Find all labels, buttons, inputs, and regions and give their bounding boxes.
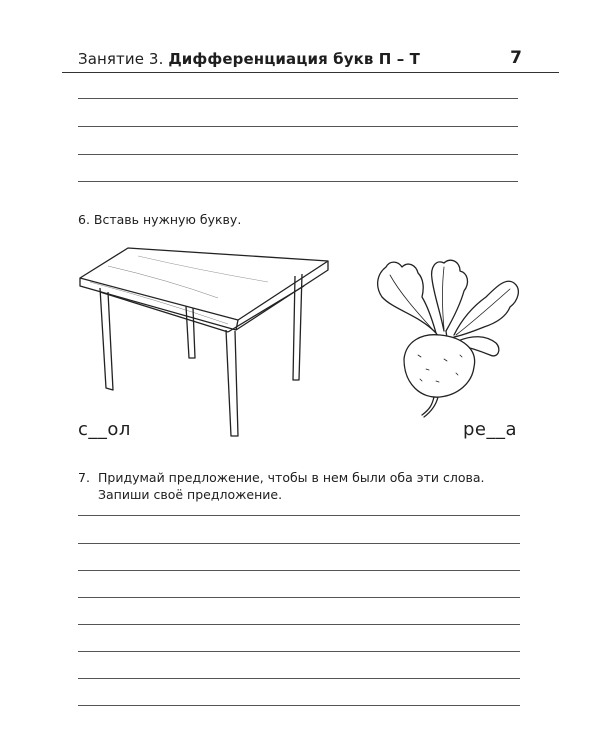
header-title	[78, 50, 420, 68]
writing-line	[78, 705, 520, 706]
lesson-label: Занятие 3.	[78, 50, 164, 68]
page-header	[78, 48, 528, 72]
writing-line	[78, 543, 520, 544]
word-beet-gap: ре__а	[463, 419, 518, 440]
lesson-topic: Дифференциация букв П – Т	[168, 50, 421, 68]
writing-line	[78, 624, 520, 625]
writing-line	[78, 570, 520, 571]
writing-line	[78, 597, 520, 598]
task-7-text: Придумай предложение, чтобы в нем были оба эти слова. Запиши своё предложение.	[98, 470, 485, 502]
table-icon	[78, 240, 338, 440]
header-rule	[62, 72, 559, 73]
writing-line	[78, 98, 518, 99]
writing-line	[78, 181, 518, 182]
word-table-gap: с__ол	[78, 419, 131, 440]
writing-line	[78, 126, 518, 127]
task-6-instruction: 6. Вставь нужную букву.	[78, 212, 242, 227]
writing-line	[78, 515, 520, 516]
beet-icon	[374, 255, 524, 420]
writing-line	[78, 154, 518, 155]
page-number: 7	[510, 48, 522, 68]
writing-line	[78, 678, 520, 679]
task-7-number: 7.	[78, 470, 90, 485]
writing-line	[78, 651, 520, 652]
